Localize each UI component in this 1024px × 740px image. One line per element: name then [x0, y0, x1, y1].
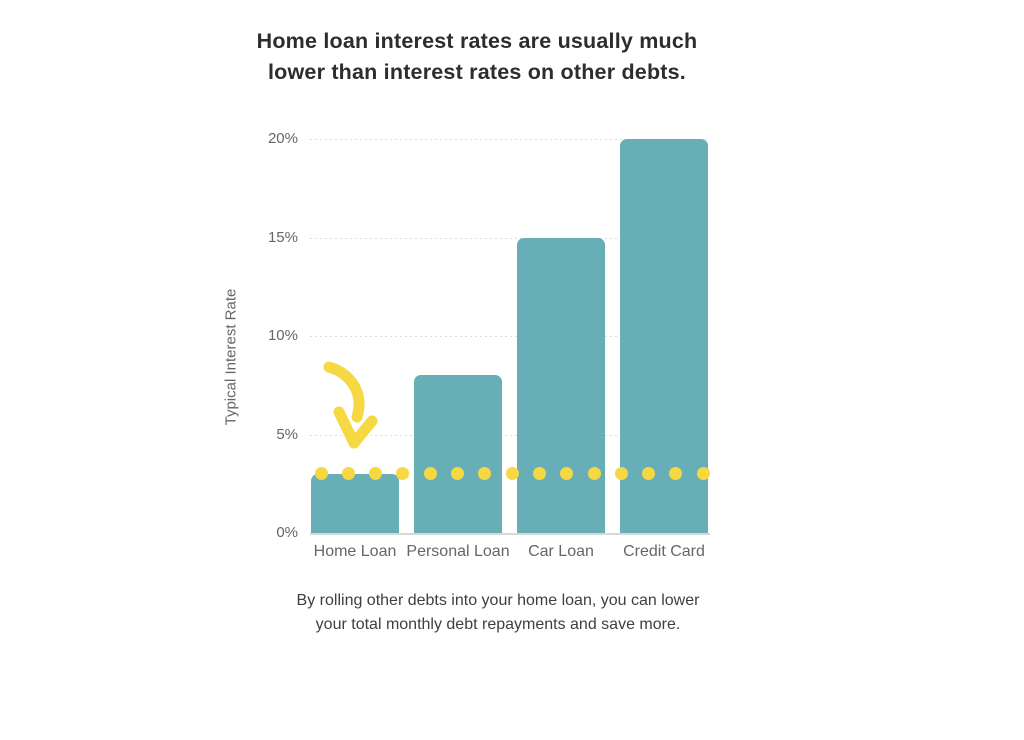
x-tick-label-car-loan: Car Loan	[528, 543, 594, 560]
y-axis-title: Typical Interest Rate	[222, 288, 240, 426]
y-tick-label-0: 0%	[276, 524, 298, 541]
y-tick-label-10: 10%	[267, 327, 298, 344]
y-tick-label-15: 15%	[267, 228, 298, 246]
y-tick-label-20: 20%	[267, 130, 298, 147]
bar-credit-card	[620, 139, 708, 533]
x-tick-label-personal-loan: Personal Loan	[406, 543, 510, 560]
y-tick-label-5: 5%	[276, 425, 298, 443]
reference-line-dot	[315, 467, 328, 480]
chart-title-line-1: Home loan interest rates are usually much	[256, 29, 698, 53]
chart-title-line-2: lower than interest rates on other debts.	[268, 60, 686, 84]
plot-area	[310, 139, 710, 535]
bar-personal-loan	[414, 375, 502, 533]
reference-line-dot	[396, 467, 409, 480]
bar-home-loan	[311, 474, 399, 533]
caption-line-1: By rolling other debts into your home loan, you can lower	[296, 592, 700, 609]
x-tick-label-credit-card: Credit Card	[623, 543, 705, 560]
caption-line-2: your total monthly debt repayments and save more.	[315, 615, 681, 633]
bar-car-loan	[517, 238, 605, 534]
reference-line-dot	[588, 467, 601, 480]
x-tick-label-home-loan: Home Loan	[313, 543, 397, 560]
arrow-shaft	[329, 367, 359, 417]
caption	[297, 589, 700, 636]
chart-title	[257, 26, 698, 88]
curved-arrow-icon	[312, 352, 392, 452]
reference-line-dot	[506, 467, 519, 480]
